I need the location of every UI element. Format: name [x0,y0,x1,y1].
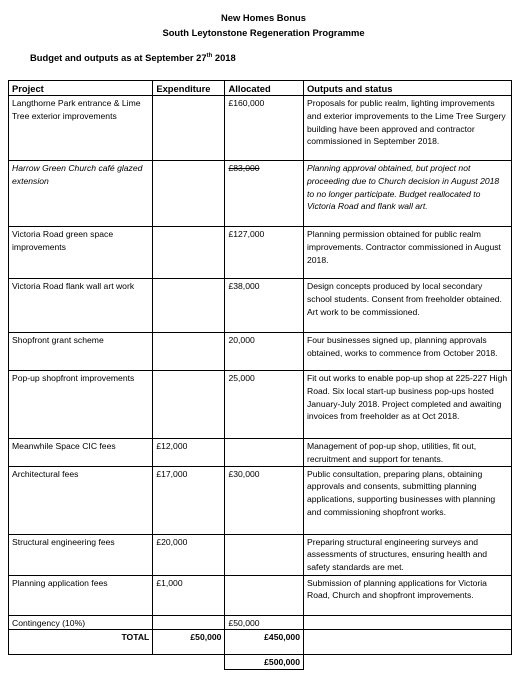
expenditure-cell: £1,000 [153,575,225,615]
grand-total-value: £500,000 [225,655,304,670]
table-row [9,615,512,630]
allocated-cell: £83,000 [225,161,304,227]
outputs-cell: Proposals for public realm, lighting improvements and exterior improvements to the Lime Tree Surgery building have been approved and contractor commissioned in September 2018. [303,96,511,161]
allocated-cell [225,575,304,615]
outputs-cell: Management of pop-up shop, utilities, fit out, recruitment and support for tenants. [303,439,511,467]
allocated-cell [225,439,304,467]
table-row [9,371,512,439]
budget-heading-year: 2018 [212,52,236,63]
project-cell: Contingency (10%) [9,615,153,630]
table-header-row [9,81,512,96]
table-row [9,96,512,161]
allocated-cell: £30,000 [225,466,304,534]
budget-table [8,80,512,670]
project-cell: Architectural fees [9,466,153,534]
date-ordinal-suffix: th [206,53,213,59]
project-cell: Shopfront grant scheme [9,333,153,371]
expenditure-cell: £20,000 [153,534,225,575]
outputs-cell [303,615,511,630]
table-row [9,439,512,467]
table-row [9,279,512,333]
total-label: TOTAL [9,630,153,655]
project-cell: Victoria Road flank wall art work [9,279,153,333]
total-row [9,630,512,655]
expenditure-cell [153,371,225,439]
allocated-cell: £38,000 [225,279,304,333]
total-allocated: £450,000 [225,630,304,655]
outputs-cell: Fit out works to enable pop-up shop at 225-227 High Road. Six local start-up business pop-ups hosted January-July 2018. Project completed and awaiting invoices from freeholder as at Oct 2018. [303,371,511,439]
table-row [9,161,512,227]
allocated-cell [225,534,304,575]
grand-total-spacer [303,655,511,670]
column-header-expenditure: Expenditure [153,81,225,96]
project-cell: Planning application fees [9,575,153,615]
table-row [9,466,512,534]
total-outputs [303,630,511,655]
expenditure-cell [153,161,225,227]
budget-date-heading [30,52,236,64]
outputs-cell: Design concepts produced by local secondary school students. Consent from freeholder obtained. Art work to be commissioned. [303,279,511,333]
column-header-allocated: Allocated [225,81,304,96]
allocated-cell: £127,000 [225,227,304,279]
table-row [9,227,512,279]
document-title: New Homes Bonus [221,12,306,23]
project-cell: Victoria Road green space improvements [9,227,153,279]
project-cell: Meanwhile Space CIC fees [9,439,153,467]
expenditure-cell [153,96,225,161]
table-row [9,333,512,371]
project-cell: Langthorne Park entrance & Lime Tree exterior improvements [9,96,153,161]
project-cell: Pop-up shopfront improvements [9,371,153,439]
grand-total-spacer [9,655,153,670]
outputs-cell: Public consultation, preparing plans, obtaining approvals and consents, submitting planning applications, supporting businesses with planning and commissioning shopfront works. [303,466,511,534]
outputs-cell: Planning permission obtained for public realm improvements. Contractor commissioned in August 2018. [303,227,511,279]
column-header-outputs: Outputs and status [303,81,511,96]
column-header-project: Project [9,81,153,96]
expenditure-cell [153,615,225,630]
table-row [9,534,512,575]
allocated-cell: £50,000 [225,615,304,630]
expenditure-cell [153,227,225,279]
budget-heading-text: Budget and outputs as at September 27 [30,52,207,63]
expenditure-cell [153,279,225,333]
outputs-cell: Submission of planning applications for Victoria Road, Church and shopfront improvements. [303,575,511,615]
grand-total-row [9,655,512,670]
outputs-cell: Planning approval obtained, but project not proceeding due to Church decision in August 2018 to no longer participate. Budget reallocated to Victoria Road and flank wall art. [303,161,511,227]
project-cell: Harrow Green Church café glazed extension [9,161,153,227]
allocated-cell: 25,000 [225,371,304,439]
expenditure-cell: £17,000 [153,466,225,534]
total-expenditure: £50,000 [153,630,225,655]
outputs-cell: Preparing structural engineering surveys and assessments of structures, ensuring health and safety standards are met. [303,534,511,575]
grand-total-spacer [153,655,225,670]
document-subtitle: South Leytonstone Regeneration Programme [162,27,365,38]
outputs-cell: Four businesses signed up, planning approvals obtained, works to commence from October 2018. [303,333,511,371]
project-cell: Structural engineering fees [9,534,153,575]
expenditure-cell: £12,000 [153,439,225,467]
table-row [9,575,512,615]
allocated-cell: £160,000 [225,96,304,161]
allocated-cell: 20,000 [225,333,304,371]
expenditure-cell [153,333,225,371]
